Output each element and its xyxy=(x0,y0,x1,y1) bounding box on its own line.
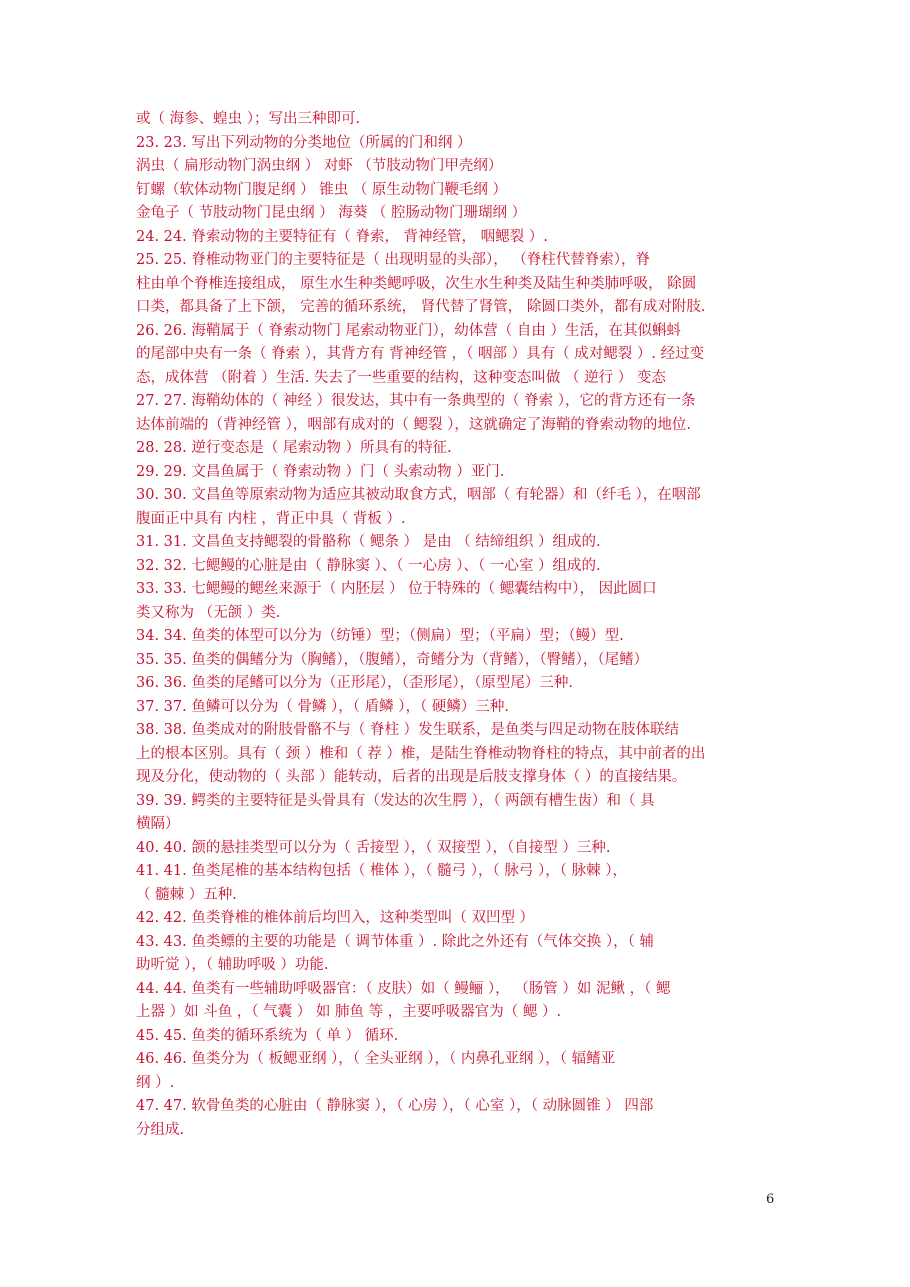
text-line: 现及分化，使动物的（ 头部 ）能转动，后者的出现是后肢支撑身体（ ）的直接结果。 xyxy=(136,769,687,785)
text-line: 类又称为 （无颌 ）类. xyxy=(136,604,281,621)
text-line: 分组成. xyxy=(136,1121,185,1138)
text-line: 40. 40. 颌的悬挂类型可以分为（ 舌接型 ），（ 双接型 ），（自接型 ）三种. xyxy=(136,839,611,856)
text-line: 纲 ）. xyxy=(136,1074,175,1091)
text-line: 27. 27. 海鞘幼体的（ 神经 ）很发达，其中有一条典型的（ 脊索 ），它的背方还有一条 xyxy=(136,393,696,409)
text-line: 上的根本区别。具有（ 颈 ）椎和（ 荐 ）椎，是陆生脊椎动物脊柱的特点，其中前者的出 xyxy=(136,745,706,762)
text-line: 上器 ）如 斗鱼 ，（ 气囊 ） 如 肺鱼 等 ，主要呼吸器官为（ 鳃 ）. xyxy=(136,1004,562,1020)
text-line: 24. 24. 脊索动物的主要特征有（ 脊索， 背神经管， 咽鳃裂 ）. xyxy=(136,228,548,245)
text-line: 26. 26. 海鞘属于（ 脊索动物门 尾索动物亚门），幼体营（ 自由 ）生活，在其似蝌蚪 xyxy=(136,322,682,339)
text-line: 柱由单个脊椎连接组成， 原生水生种类鳃呼吸，次生水生种类及陆生种类肺呼吸， 除圆 xyxy=(136,275,697,292)
text-line: 36. 36. 鱼类的尾鳍可以分为（正形尾），（歪形尾），（原型尾）三种. xyxy=(136,675,573,691)
text-line: 35. 35. 鱼类的偶鳍分为（胸鳍），（腹鳍），奇鳍分为（背鳍），（臀鳍），（尾鳍） xyxy=(136,651,649,668)
text-line: 33. 33. 七鳃鳗的鳃丝来源于（ 内胚层 ） 位于特殊的（ 鳃囊结构中）， 因此圆口 xyxy=(136,581,657,597)
text-line: 口类，都具备了上下颌， 完善的循环系统， 肾代替了肾管， 除圆口类外，都有成对附肢. xyxy=(136,299,706,315)
text-line: 34. 34. 鱼类的体型可以分为（纺锤）型；（侧扁）型；（平扁）型；（鳗）型. xyxy=(136,628,624,644)
text-line: 46. 46. 鱼类分为（ 板鳃亚纲 ），（ 全头亚纲 ），（ 内鼻孔亚纲 ），（ 辐鳍亚 xyxy=(136,1051,616,1067)
text-line: 29. 29. 文昌鱼属于（ 脊索动物 ）门（ 头索动物 ）亚门. xyxy=(136,463,505,480)
text-line: 44. 44. 鱼类有一些辅助呼吸器官：（ 皮肤）如（ 鳗鲡 ）， （肠管 ）如 泥鳅 ，（ 鳃 xyxy=(136,980,671,997)
text-line: 或（ 海参、蝗虫 ）；写出三种即可. xyxy=(136,111,361,127)
text-line: 30. 30. 文昌鱼等原索动物为适应其被动取食方式，咽部（ 有轮器）和（纤毛 ），在咽部 xyxy=(136,487,701,503)
text-line: 腹面正中具有 内柱 ，背正中具（ 背板 ）. xyxy=(136,510,406,527)
text-line: 45. 45. 鱼类的循环系统为（ 单 ） 循环. xyxy=(136,1027,399,1044)
text-line: 助听觉 ），（ 辅助呼吸 ）功能. xyxy=(136,957,329,973)
document-body xyxy=(136,108,776,1142)
text-line: 32. 32. 七鳃鳗的心脏是由（ 静脉窦 ）、（ 一心房 ）、（ 一心室 ）组成的. xyxy=(136,557,601,574)
text-line: 47. 47. 软骨鱼类的心脏由（ 静脉窦 ），（ 心房 ），（ 心室 ），（ 动脉圆锥 ） 四部 xyxy=(136,1098,654,1114)
text-line: （ 髓棘 ）五种. xyxy=(136,886,237,903)
text-line: 金龟子（ 节肢动物门昆虫纲 ） 海葵 （ 腔肠动物门珊瑚纲 ） xyxy=(136,205,527,221)
text-line: 钉螺（软体动物门腹足纲 ） 锥虫 （ 原生动物门鞭毛纲 ） xyxy=(136,181,508,198)
text-line: 38. 38. 鱼类成对的附肢骨骼不与（ 脊柱 ）发生联系，是鱼类与四足动物在肢体联结 xyxy=(136,722,680,738)
page-number: 6 xyxy=(766,1192,775,1207)
text-line: 达体前端的（背神经管 ），咽部有成对的（ 鳃裂 ），这就确定了海鞘的脊索动物的地位. xyxy=(136,416,691,433)
text-line: 28. 28. 逆行变态是（ 尾索动物 ）所具有的特征. xyxy=(136,440,452,456)
text-line: 23. 23. 写出下列动物的分类地位（所属的门和纲 ） xyxy=(136,134,472,151)
text-line: 42. 42. 鱼类脊椎的椎体前后均凹入，这种类型叫（ 双凹型 ） xyxy=(136,910,535,926)
text-line: 涡虫（ 扁形动物门涡虫纲 ） 对虾 （节肢动物门甲壳纲） xyxy=(136,158,503,174)
text-line: 25. 25. 脊椎动物亚门的主要特征是（ 出现明显的头部）， （脊柱代替脊索），脊 xyxy=(136,252,651,268)
text-line: 41. 41. 鱼类尾椎的基本结构包括（ 椎体 ），（ 髓弓 ），（ 脉弓 ），（ 脉棘 ）， xyxy=(136,863,627,879)
text-line: 的尾部中央有一条（ 脊索 ），其背方有 背神经管 ，（ 咽部 ）具有（ 成对鳃裂 ）. 经过变 xyxy=(136,346,705,362)
text-line: 横隔） xyxy=(136,816,180,832)
text-line: 态，成体营 （附着 ）生活. 失去了一些重要的结构，这种变态叫做 （ 逆行 ） 变态 xyxy=(136,369,666,386)
text-line: 39. 39. 鳄类的主要特征是头骨具有（发达的次生腭 ），（ 两颌有槽生齿）和（ 具 xyxy=(136,792,655,809)
text-line: 37. 37. 鱼鳞可以分为（ 骨鳞 ），（ 盾鳞 ），（ 硬鳞）三种. xyxy=(136,698,509,715)
text-line: 31. 31. 文昌鱼支持鳃裂的骨骼称（ 鳃条 ） 是由 （ 结缔组织 ）组成的. xyxy=(136,534,601,550)
text-line: 43. 43. 鱼类鳔的主要的功能是（ 调节体重 ）. 除此之外还有（气体交换 ），（ 辅 xyxy=(136,933,654,950)
